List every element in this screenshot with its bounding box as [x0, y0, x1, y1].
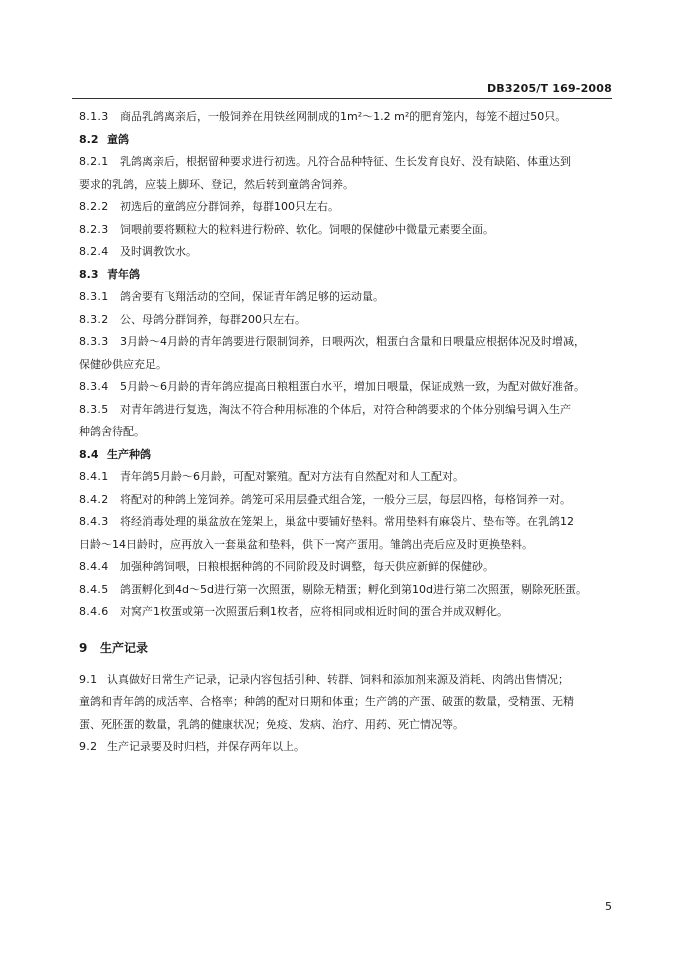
chapter-9-heading [79, 637, 614, 659]
page-content [79, 106, 614, 759]
clause-text: 生产记录要及时归档，并保存两年以上。 [107, 740, 305, 753]
heading-number: 8.2 [79, 132, 99, 146]
clause-8-4-1 [79, 466, 614, 489]
clause-8-2-1 [79, 151, 614, 196]
chapter-number: 9 [79, 640, 88, 655]
clause-number: 8.3.2 [79, 312, 109, 326]
clause-text: 公、母鸽分群饲养，每群200只左右。 [120, 312, 306, 326]
clause-8-3-1 [79, 286, 614, 309]
page-number: 5 [605, 900, 612, 913]
clause-8-4-4 [79, 556, 614, 579]
clause-number: 8.2.1 [79, 155, 109, 168]
clause-text: 初选后的童鸽应分群饲养，每群100只左右。 [120, 200, 339, 213]
clause-8-2-4 [79, 241, 614, 264]
clause-number: 8.4.3 [79, 515, 109, 528]
clause-8-4-6 [79, 601, 614, 624]
clause-text: 鸽蛋孵化到4d～5d进行第一次照蛋，剔除无精蛋；孵化到第10d进行第二次照蛋，剔除死胚蛋。 [120, 582, 587, 596]
clause-8-1-3 [79, 106, 614, 129]
heading-8-3 [79, 264, 614, 287]
clause-number: 8.4.5 [79, 582, 109, 596]
clause-text: 对窝产1枚蛋或第一次照蛋后剩1枚者，应将相同或相近时间的蛋合并成双孵化。 [120, 605, 508, 618]
clause-line: 日龄～14日龄时，应再放入一套巢盆和垫料，供下一窝产蛋用。雏鸽出壳后应及时更换垫料。 [79, 537, 533, 551]
clause-text: 青年鸽5月龄～6月龄，可配对繁殖。配对方法有自然配对和人工配对。 [120, 470, 464, 483]
clause-8-2-2 [79, 196, 614, 219]
clause-line [79, 151, 614, 174]
clause-number: 8.3.3 [79, 335, 109, 348]
clause-text: 饲喂前要将颗粒大的粒料进行粉碎、软化。饲喂的保健砂中微量元素要全面。 [120, 222, 494, 236]
clause-number: 9.1 [79, 672, 98, 686]
clause-line: 蛋、死胚蛋的数量，乳鸽的健康状况；免疫、发病、治疗、用药、死亡情况等。 [79, 717, 464, 731]
clause-text: 乳鸽离亲后，根据留种要求进行初选。凡符合品种特征、生长发育良好、没有缺陷、体重达到 [120, 155, 571, 168]
clause-8-3-3 [79, 331, 614, 376]
clause-text: 3月龄～4月龄的青年鸽要进行限制饲养，日喂两次，粗蛋白含量和日喂量应根据体况及时增减， [120, 335, 585, 348]
clause-line [79, 511, 614, 534]
clause-8-4-3 [79, 511, 614, 556]
clause-number: 8.3.4 [79, 380, 109, 393]
clause-number: 8.3.1 [79, 290, 109, 303]
heading-8-4 [79, 444, 614, 467]
clause-line: 要求的乳鸽，应装上脚环、登记，然后转到童鸽舍饲养。 [79, 177, 354, 191]
clause-number: 8.3.5 [79, 402, 109, 416]
heading-8-2 [79, 129, 614, 152]
clause-8-3-5 [79, 399, 614, 444]
clause-8-3-4 [79, 376, 614, 399]
clause-number: 8.2.2 [79, 200, 109, 213]
clause-line [79, 399, 614, 422]
clause-text: 将经消毒处理的巢盆放在笼架上，巢盆中要铺好垫料。常用垫料有麻袋片、垫布等。在乳鸽12 [120, 515, 574, 528]
clause-number: 8.4.6 [79, 605, 109, 618]
clause-number: 9.2 [79, 740, 98, 753]
heading-number: 8.4 [79, 447, 99, 461]
clause-8-3-2 [79, 309, 614, 332]
clause-number: 8.4.1 [79, 470, 109, 483]
clause-8-4-5 [79, 579, 614, 602]
clause-text: 商品乳鸽离亲后，一般饲养在用铁丝网制成的1m²～1.2 m²的肥育笼内，每笼不超过50只。 [120, 110, 567, 123]
clause-text: 鸽舍要有飞翔活动的空间，保证青年鸽足够的运动量。 [120, 290, 384, 303]
clause-line: 保健砂供应充足。 [79, 357, 167, 371]
clause-text: 加强种鸽饲喂，日粮根据种鸽的不同阶段及时调整，每天供应新鲜的保健砂。 [120, 560, 494, 573]
heading-title: 青年鸽 [107, 267, 140, 281]
heading-title: 童鸽 [107, 132, 129, 146]
chapter-title: 生产记录 [100, 640, 149, 655]
clause-9-1 [79, 669, 614, 737]
clause-8-2-3 [79, 219, 614, 242]
heading-title: 生产种鸽 [107, 447, 151, 461]
clause-8-4-2 [79, 489, 614, 512]
clause-number: 8.1.3 [79, 110, 109, 123]
clause-number: 8.2.3 [79, 222, 109, 236]
clause-text: 对青年鸽进行复选，淘汰不符合种用标准的个体后，对符合种鸽要求的个体分别编号调入生产 [120, 402, 571, 416]
clause-text: 将配对的种鸽上笼饲养。鸽笼可采用层叠式组合笼，一般分三层，每层四格，每格饲养一对。 [120, 492, 571, 506]
clause-9-2 [79, 736, 614, 759]
clause-text: 5月龄～6月龄的青年鸽应提高日粮粗蛋白水平，增加日喂量，保证成熟一致，为配对做好准备。 [120, 380, 585, 393]
clause-number: 8.2.4 [79, 245, 109, 258]
clause-line: 童鸽和青年鸽的成活率、合格率；种鸽的配对日期和体重；生产鸽的产蛋、破蛋的数量，受精蛋、无精 [79, 695, 574, 708]
heading-number: 8.3 [79, 267, 99, 281]
clause-line [79, 669, 614, 692]
document-code: DB3205/T 169-2008 [486, 82, 612, 95]
clause-line: 种鸽舍待配。 [79, 425, 145, 438]
header-rule [72, 98, 612, 99]
clause-text: 及时调教饮水。 [120, 245, 197, 258]
clause-line [79, 331, 614, 354]
clause-number: 8.4.2 [79, 492, 109, 506]
clause-number: 8.4.4 [79, 560, 109, 573]
clause-text: 认真做好日常生产记录，记录内容包括引种、转群、饲料和添加剂来源及消耗、肉鸽出售情况； [107, 672, 569, 686]
